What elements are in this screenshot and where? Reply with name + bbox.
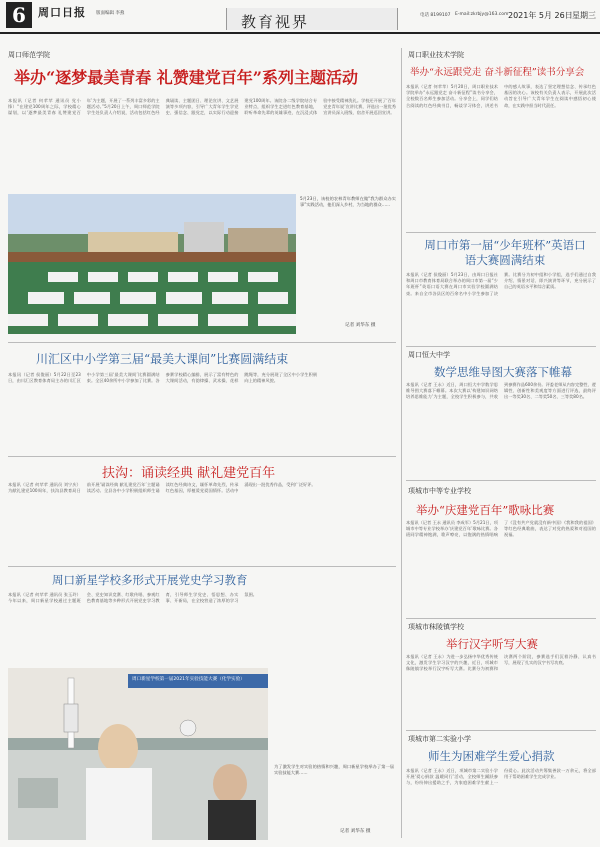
masthead <box>0 0 600 34</box>
column-divider <box>401 48 402 838</box>
article7-body: 本报讯（记者 侯俊丽）5月22日至23日，由川汇区教育体育局主办的川汇区中小学第三届‘最美大课间’比赛圆满结束。全区40余所中小学参加了比赛。各参赛学校精心编排，展示了富有特色的大课间活动，有韵律操、武术操、花样跳绳等，充分展现了全区中小学生积极向上的精神风貌。 <box>8 372 318 384</box>
article4-headline: 举办“庆建党百年”歌咏比赛 <box>416 503 555 517</box>
email-label: E-mail:zkrbjy@163.com <box>455 12 509 17</box>
article6-kicker: 项城市第二实验小学 <box>408 735 471 743</box>
right-top-kicker: 周口职业技术学院 <box>408 51 464 59</box>
article6-body: 本报讯（记者 王永）近日，项城市第二实验小学开展‘爱心捐款 温暖同行’活动，全校师生踊跃参与，纷纷伸出援助之手，为家庭困难学生献上一份爱心。此次活动共筹集善款一万余元，将全部用于帮助困难学生完成学业。 <box>406 768 596 786</box>
article2-body: 本报讯（记者 侯俊丽）5月23日，由周口日报社和周口市教育体育局联合举办的周口市第一届“少年班杯”英语口语大赛在周口市实验学校圆满结束。来自全市各县区的百余名中小学生参加了决赛。比赛分为初中组和小学组，选手们通过自我介绍、情景对话、即兴演讲等环节，充分展示了自己的英语水平和综合素质。 <box>406 272 596 296</box>
divider <box>406 618 596 619</box>
article3-body: 本报讯（记者 王永）近日，周口恒大中学数学思维导图大赛落下帷幕。本次大赛以‘构建知识网络 培养思维能力’为主题，全校学生积极参与，共收到参赛作品600余份。评委老师从内容完整性、逻辑性、创新性和美观度等方面进行评选，最终评出一等奖30名、二等奖50名、三等奖80名。 <box>406 382 596 400</box>
right-top-headline: 举办“永远跟党走 奋斗新征程”读书分享会 <box>410 67 585 78</box>
article7-headline: 川汇区中小学第三届“最美大课间”比赛圆满结束 <box>36 352 289 366</box>
article8-body: 本报讯（记者 何苹苹 通讯员 刘宁庆）为献礼建党100周年，扶沟县教育局日前开展‘诵读经典 献礼建党百年’主题诵读活动。全县各中小学积极组织师生诵读红色经典诗文，缅怀革命先烈，传承红色基因，厚植爱党爱国情怀。活动中涌现出一批优秀作品，受到广泛好评。 <box>8 482 316 494</box>
phone-label: 电话 8199107 <box>420 13 451 18</box>
divider <box>406 346 596 347</box>
lead-photo-caption: 5月23日，该校的农林青年教师在做“我为群众办实事”实践活动，他们深入乡村，为当地的群众…… <box>300 196 396 208</box>
editor-line: 版面编辑 李燕 <box>96 11 125 16</box>
article6-headline: 师生为困难学生爱心捐款 <box>428 749 555 763</box>
paper-name: 周口日报 <box>38 6 86 19</box>
weekday: 星期三 <box>572 11 596 20</box>
lead-headline: 举办“逐梦最美青春 礼赞建党百年”系列主题活动 <box>14 68 358 87</box>
lab-photo <box>8 668 268 840</box>
article9-body: 本报讯（记者 何苹苹 通讯员 张玉玲）今年以来，周口新星学校通过主题班会、党史知识竞赛、红歌传唱、参观红色教育基地等多种形式开展党史学习教育，引导师生学党史、悟思想、办实事、开新局，在全校营造了浓厚的学习氛围。 <box>8 592 257 604</box>
lead-photo-credit: 记者 刘华东 摄 <box>345 323 376 328</box>
divider <box>8 342 396 343</box>
divider <box>406 232 596 233</box>
lab-photo-credit: 记者 刘华东 摄 <box>340 829 371 834</box>
divider <box>406 480 596 481</box>
right-top-body: 本报讯（记者 何苹苹）5月20日，周口职业技术学院举办“永远跟党走 奋斗新征程”读书分享会，全校数百名师生参加活动。分享会上，同学们结合阅读的红色经典书目，畅谈学习体会，讲述书中的感人故事，表达了坚定理想信念、传承红色基因的决心。该校有关负责人表示，开展此次活动旨在引导广大青年学生在阅读中感悟初心使命，在实践中担当时代责任。 <box>406 84 596 108</box>
divider <box>8 456 396 457</box>
lab-photo-banner: 周口新星学校第一届2021年实验技能大赛（化学实验） <box>132 677 245 682</box>
lead-body: 本报讯（记者 何苹苹 通讯员 党小锋）“在建党100周年之际，学校精心谋划，以‘逐梦最美青春 礼赞建党百年’为主题，开展了一系列丰富多彩的主题活动。”5月20日上午，周口师范学院学生处负责人介绍说，活动包括红色经典诵读、主题团日、理论宣讲、文艺展演等多项内容，引导广大青年学生学党史、强信念、跟党走，以实际行动迎接建党100周年。该院各二级学院结合专业特点，组织学生走进红色教育基地，聆听革命先辈的英雄事迹，在沉浸式体验中接受精神洗礼。学校还开展了‘百年党史青年说’宣讲比赛，评选出一批优秀宣讲员深入班级、宿舍开展巡回宣讲。 <box>8 98 396 116</box>
article5-body: 本报讯（记者 王永）为进一步弘扬中华优秀传统文化，激发学生学习汉字的兴趣，近日，项城市秣陵镇学校举行汉字听写大赛。比赛分为初赛和决赛两个阶段，参赛选手们沉着冷静、认真书写，展现了扎实的汉字书写功底。 <box>406 654 596 672</box>
lab-photo-caption: 为了激发学生对实验的热情和兴趣，周口新星学校举办了第一届实验技能大赛…… <box>274 764 394 776</box>
article4-body: 本报讯（记者 王永 通讯员 李成军）5月21日，项城市中等专业学校举办‘庆建党百年’歌咏比赛。各班同学精神饱满，歌声嘹亮，以饱满的热情唱响了《没有共产党就没有新中国》《我和我的祖国》等红色经典歌曲，表达了对党的热爱和对祖国的祝福。 <box>406 520 596 538</box>
section-title: 教育视界 <box>241 13 310 31</box>
section-banner <box>226 8 398 30</box>
article2-headline: 周口市第一届“少年班杯”英语口语大赛圆满结束 <box>424 238 586 267</box>
article3-headline: 数学思维导图大赛落下帷幕 <box>434 365 572 379</box>
article5-kicker: 项城市秣陵镇学校 <box>408 623 464 631</box>
page-number: 6 <box>6 2 32 28</box>
date-line: 2021年 5月 26日 <box>508 11 573 20</box>
article8-headline: 扶沟：诵读经典 献礼建党百年 <box>102 466 276 481</box>
lead-kicker: 周口师范学院 <box>8 51 50 59</box>
lead-photo <box>8 194 296 334</box>
article3-kicker: 周口恒大中学 <box>408 351 450 359</box>
article4-kicker: 项城市中等专业学校 <box>408 487 471 495</box>
divider <box>8 566 396 567</box>
article5-headline: 举行汉字听写大赛 <box>446 637 538 651</box>
article9-headline: 周口新星学校多形式开展党史学习教育 <box>52 573 248 587</box>
divider <box>406 730 596 731</box>
